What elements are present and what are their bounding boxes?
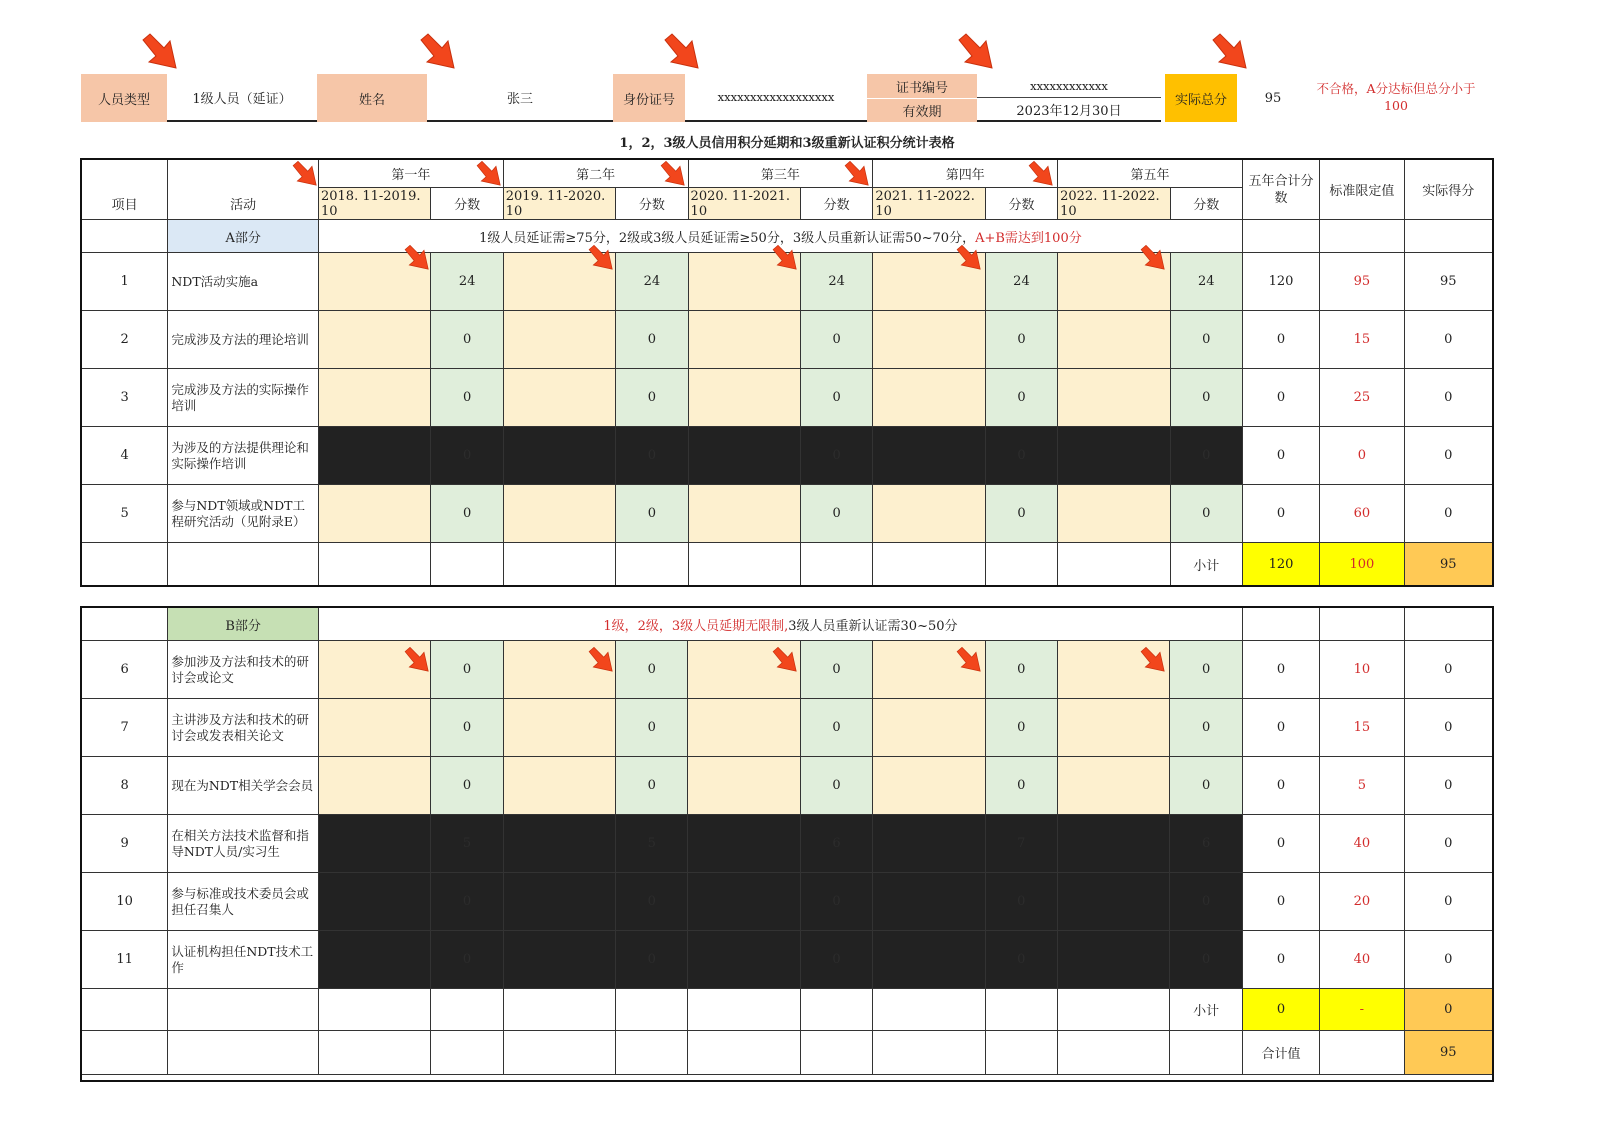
empty-cell	[800, 1031, 872, 1075]
activity-input-cell[interactable]	[318, 757, 430, 815]
five-year-total-header: 五年合计分数	[1242, 160, 1319, 220]
score-cell: 0	[1170, 641, 1242, 699]
empty-cell	[1320, 220, 1404, 253]
part-b-note	[318, 608, 1242, 641]
item-number: 1	[82, 253, 168, 311]
score-cell: 0	[616, 699, 688, 757]
part-a-table	[81, 159, 1493, 586]
activity-input-cell[interactable]	[688, 311, 800, 369]
blocked-score-cell: 0	[431, 427, 503, 485]
empty-cell	[873, 989, 985, 1031]
score-cell: 24	[801, 253, 873, 311]
subtotal-limit: -	[1320, 989, 1404, 1031]
id-label: 身份证号	[613, 74, 685, 122]
empty-cell	[1242, 608, 1319, 641]
blocked-score-cell: 6	[800, 815, 872, 873]
table-row	[82, 815, 1493, 873]
year-header: 第四年	[873, 160, 1058, 188]
five-year-total: 0	[1242, 485, 1319, 543]
blocked-input-cell	[503, 873, 615, 931]
empty-cell	[688, 989, 800, 1031]
score-cell: 0	[616, 369, 688, 427]
activity-input-cell[interactable]	[503, 699, 615, 757]
period-cell: 2018. 11-2019. 10	[318, 188, 430, 220]
item-number: 8	[82, 757, 168, 815]
empty-cell	[1320, 1031, 1404, 1075]
arrow-icon	[1139, 646, 1167, 674]
score-cell: 0	[1170, 311, 1242, 369]
period-cell: 2020. 11-2021. 10	[688, 188, 800, 220]
activity-name: 参加涉及方法和技术的研讨会或论文	[168, 641, 319, 699]
limit-value: 5	[1320, 757, 1404, 815]
id-value[interactable]: xxxxxxxxxxxxxxxxxx	[685, 74, 867, 122]
activity-input-cell[interactable]	[688, 757, 800, 815]
arrow-icon	[291, 160, 319, 188]
arrow-icon	[955, 244, 983, 272]
blocked-input-cell	[318, 931, 430, 989]
actual-score: 0	[1404, 931, 1492, 989]
empty-cell	[318, 543, 430, 586]
blocked-input-cell	[873, 815, 985, 873]
part-a-note-highlight: A+B需达到100分	[975, 230, 1082, 246]
blocked-input-cell	[318, 427, 430, 485]
arrow-icon	[587, 646, 615, 674]
empty-cell	[616, 543, 688, 586]
blocked-input-cell	[318, 873, 430, 931]
score-cell: 0	[800, 699, 872, 757]
activity-input-cell[interactable]	[873, 369, 985, 427]
person-type-label: 人员类型	[81, 74, 167, 122]
blocked-input-cell	[503, 931, 615, 989]
blocked-input-cell	[688, 427, 800, 485]
blocked-score-cell: 5	[431, 815, 503, 873]
header-cell	[82, 160, 168, 188]
blocked-score-cell: 0	[800, 931, 872, 989]
validity-label: 有效期	[867, 98, 977, 122]
blocked-input-cell	[873, 873, 985, 931]
part-b-rows	[82, 641, 1493, 989]
table-row	[82, 311, 1493, 369]
arrow-icon	[403, 244, 431, 272]
score-cell: 0	[431, 699, 503, 757]
blocked-score-cell: 0	[616, 873, 688, 931]
score-header: 分数	[616, 188, 688, 220]
activity-input-cell[interactable]	[873, 311, 985, 369]
arrow-icon	[587, 244, 615, 272]
activity-name: NDT活动实施a	[168, 253, 319, 311]
actual-score: 0	[1404, 641, 1492, 699]
activity-input-cell[interactable]	[503, 757, 615, 815]
empty-cell	[1404, 608, 1492, 641]
arrow-icon	[843, 160, 871, 188]
limit-value: 0	[1320, 427, 1404, 485]
part-b-label: B部分	[168, 608, 319, 641]
five-year-total: 0	[1242, 873, 1319, 931]
table-row	[82, 427, 1493, 485]
activity-name: 现在为NDT相关学会会员	[168, 757, 319, 815]
five-year-total: 120	[1242, 253, 1319, 311]
blocked-input-cell	[1058, 427, 1170, 485]
blocked-input-cell	[318, 815, 430, 873]
part-a-rows	[82, 253, 1493, 543]
empty-cell	[82, 1031, 168, 1075]
actual-score: 0	[1404, 369, 1492, 427]
item-number: 6	[82, 641, 168, 699]
cert-no-label: 证书编号	[867, 74, 977, 98]
activity-name: 主讲涉及方法和技术的研讨会或发表相关论文	[168, 699, 319, 757]
score-header: 分数	[985, 188, 1057, 220]
activity-input-cell[interactable]	[688, 699, 800, 757]
page-title: 1，2，3级人员信用积分延期和3级重新认证积分统计表格	[619, 136, 955, 151]
score-cell: 0	[985, 699, 1057, 757]
blocked-score-cell: 0	[1170, 873, 1242, 931]
empty-cell	[318, 1031, 430, 1075]
empty-cell	[985, 989, 1057, 1031]
blocked-input-cell	[688, 815, 800, 873]
limit-value: 95	[1320, 253, 1404, 311]
score-cell: 0	[431, 311, 503, 369]
empty-cell	[1170, 1031, 1242, 1075]
score-cell: 0	[616, 311, 688, 369]
arrow-icon	[771, 244, 799, 272]
activity-input-cell[interactable]	[1058, 369, 1170, 427]
item-number: 4	[82, 427, 168, 485]
item-number: 2	[82, 311, 168, 369]
empty-cell	[985, 1031, 1057, 1075]
empty-cell	[616, 989, 688, 1031]
arrow-icon	[1027, 160, 1055, 188]
score-cell: 0	[801, 311, 873, 369]
activity-input-cell[interactable]	[503, 311, 615, 369]
empty-cell	[431, 1031, 503, 1075]
blocked-score-cell: 0	[431, 873, 503, 931]
subtotal-total: 0	[1242, 989, 1319, 1031]
arrow-icon	[771, 646, 799, 674]
blocked-score-cell: 0	[431, 931, 503, 989]
activity-name: 在相关方法技术监督和指导NDT人员/实习生	[168, 815, 319, 873]
limit-value: 15	[1320, 699, 1404, 757]
grand-total-label: 合计值	[1242, 1031, 1319, 1075]
empty-cell	[800, 989, 872, 1031]
cert-no-value[interactable]: xxxxxxxxxxxx	[977, 74, 1161, 98]
five-year-total: 0	[1242, 311, 1319, 369]
part-b-note-highlight: 1级，2级，3级人员延期无限制,	[603, 618, 789, 634]
arrow-icon	[955, 646, 983, 674]
item-number: 10	[82, 873, 168, 931]
five-year-total: 0	[1242, 931, 1319, 989]
blocked-score-cell: 0	[1170, 931, 1242, 989]
activity-input-cell[interactable]	[688, 485, 800, 543]
blocked-input-cell	[1057, 873, 1169, 931]
table-row	[82, 873, 1493, 931]
empty-cell	[1242, 220, 1319, 253]
score-cell: 0	[985, 369, 1057, 427]
blocked-input-cell	[688, 931, 800, 989]
empty-cell	[431, 989, 503, 1031]
score-cell: 24	[1170, 253, 1242, 311]
item-number: 7	[82, 699, 168, 757]
limit-value: 20	[1320, 873, 1404, 931]
activity-input-cell[interactable]	[873, 699, 985, 757]
total-value: 95	[1264, 90, 1282, 106]
activity-name: 参与NDT领域或NDT工程研究活动（见附录E）	[168, 485, 319, 543]
limit-header: 标准限定值	[1320, 160, 1404, 220]
table-row	[82, 369, 1493, 427]
year-header: 第二年	[503, 160, 688, 188]
period-cell: 2022. 11-2022. 10	[1058, 188, 1170, 220]
actual-score: 0	[1404, 427, 1492, 485]
five-year-total: 0	[1242, 699, 1319, 757]
score-cell: 0	[1170, 369, 1242, 427]
score-cell: 0	[800, 641, 872, 699]
total-label: 实际总分	[1165, 74, 1237, 122]
score-cell: 24	[431, 253, 503, 311]
activity-name: 完成涉及方法的实际操作培训	[168, 369, 319, 427]
five-year-total: 0	[1242, 641, 1319, 699]
table-row	[82, 757, 1493, 815]
blocked-input-cell	[873, 931, 985, 989]
empty-cell	[1058, 543, 1170, 586]
empty-cell	[503, 1031, 615, 1075]
empty-cell	[688, 543, 800, 586]
score-cell: 0	[985, 485, 1057, 543]
empty-cell	[431, 543, 503, 586]
blocked-score-cell: 0	[985, 873, 1057, 931]
item-number: 11	[82, 931, 168, 989]
table-row	[82, 699, 1493, 757]
actual-score: 0	[1404, 873, 1492, 931]
period-cell: 2019. 11-2020. 10	[503, 188, 615, 220]
year-header: 第五年	[1058, 160, 1243, 188]
empty-cell	[1057, 1031, 1169, 1075]
score-cell: 24	[985, 253, 1057, 311]
five-year-total: 0	[1242, 757, 1319, 815]
empty-cell	[82, 608, 168, 641]
activity-input-cell[interactable]	[503, 369, 615, 427]
score-cell: 0	[985, 641, 1057, 699]
score-cell: 0	[1170, 485, 1242, 543]
empty-cell	[82, 220, 168, 253]
empty-cell	[82, 989, 168, 1031]
activity-input-cell[interactable]	[1058, 485, 1170, 543]
empty-cell	[168, 543, 319, 586]
arrow-icon	[140, 32, 180, 72]
score-header: 分数	[431, 188, 503, 220]
item-number: 9	[82, 815, 168, 873]
subtotal-actual: 0	[1404, 989, 1492, 1031]
year-header: 第一年	[318, 160, 503, 188]
score-header: 分数	[1170, 188, 1242, 220]
empty-cell	[688, 1031, 800, 1075]
activity-input-cell[interactable]	[318, 311, 430, 369]
score-header: 分数	[801, 188, 873, 220]
limit-value: 40	[1320, 815, 1404, 873]
part-b-note-text: 3级人员重新认证需30~50分	[788, 618, 958, 634]
item-number: 5	[82, 485, 168, 543]
grand-total-value: 95	[1404, 1031, 1492, 1075]
subtotal-total: 120	[1242, 543, 1319, 586]
empty-cell	[1320, 608, 1404, 641]
activity-name: 认证机构担任NDT技术工作	[168, 931, 319, 989]
subtotal-actual: 95	[1404, 543, 1492, 586]
empty-cell	[873, 543, 985, 586]
limit-value: 60	[1320, 485, 1404, 543]
part-a-note-text: 1级人员延证需≥75分，2级或3级人员延证需≥50分，3级人员重新认证需50~70分，	[479, 230, 976, 246]
item-number: 3	[82, 369, 168, 427]
year-header: 第三年	[688, 160, 873, 188]
subtotal-label: 小计	[1170, 543, 1242, 586]
activity-input-cell[interactable]	[688, 369, 800, 427]
arrow-icon	[659, 160, 687, 188]
part-b-table	[81, 607, 1493, 1075]
score-cell: 0	[801, 369, 873, 427]
limit-value: 10	[1320, 641, 1404, 699]
blocked-input-cell	[503, 815, 615, 873]
blocked-input-cell	[1057, 931, 1169, 989]
score-cell: 0	[985, 757, 1057, 815]
activity-input-cell[interactable]	[1057, 757, 1169, 815]
empty-cell	[801, 543, 873, 586]
arrow-icon	[662, 32, 702, 72]
activity-header: 活动	[168, 188, 319, 220]
blocked-input-cell	[873, 427, 985, 485]
activity-input-cell[interactable]	[318, 369, 430, 427]
arrow-icon	[956, 32, 996, 72]
activity-input-cell[interactable]	[873, 485, 985, 543]
blocked-input-cell	[1057, 815, 1169, 873]
activity-name: 完成涉及方法的理论培训	[168, 311, 319, 369]
empty-cell	[318, 989, 430, 1031]
score-cell: 0	[616, 485, 688, 543]
activity-input-cell[interactable]	[318, 699, 430, 757]
empty-cell	[503, 543, 615, 586]
arrow-icon	[475, 160, 503, 188]
person-type-value[interactable]: 1级人员（延证）	[167, 74, 317, 122]
arrow-icon	[1139, 244, 1167, 272]
blocked-score-cell: 7	[985, 815, 1057, 873]
limit-value: 15	[1320, 311, 1404, 369]
empty-cell	[1057, 989, 1169, 1031]
empty-cell	[503, 989, 615, 1031]
score-cell: 24	[616, 253, 688, 311]
score-cell: 0	[800, 757, 872, 815]
actual-score: 0	[1404, 815, 1492, 873]
score-cell: 0	[431, 369, 503, 427]
activity-input-cell[interactable]	[1058, 311, 1170, 369]
actual-score: 95	[1404, 253, 1492, 311]
activity-input-cell[interactable]	[503, 485, 615, 543]
blocked-score-cell: 0	[800, 873, 872, 931]
actual-score: 0	[1404, 311, 1492, 369]
score-cell: 0	[801, 485, 873, 543]
five-year-total: 0	[1242, 369, 1319, 427]
limit-value: 40	[1320, 931, 1404, 989]
blocked-score-cell: 6	[1170, 815, 1242, 873]
activity-input-cell[interactable]	[1057, 699, 1169, 757]
name-label: 姓名	[317, 74, 427, 122]
blocked-score-cell: 0	[616, 931, 688, 989]
activity-name: 为涉及的方法提供理论和实际操作培训	[168, 427, 319, 485]
arrow-icon	[418, 32, 458, 72]
name-value[interactable]: 张三	[427, 74, 613, 122]
arrow-icon	[403, 646, 431, 674]
blocked-input-cell	[688, 873, 800, 931]
score-cell: 0	[431, 485, 503, 543]
activity-input-cell[interactable]	[873, 757, 985, 815]
score-cell: 0	[616, 641, 688, 699]
blocked-score-cell: 0	[1170, 427, 1242, 485]
part-a-label: A部分	[168, 220, 319, 253]
blocked-score-cell: 0	[985, 427, 1057, 485]
five-year-total: 0	[1242, 427, 1319, 485]
empty-cell	[82, 543, 168, 586]
empty-cell	[616, 1031, 688, 1075]
subtotal-limit: 100	[1320, 543, 1404, 586]
empty-cell	[873, 1031, 985, 1075]
blocked-score-cell: 0	[801, 427, 873, 485]
limit-value: 25	[1320, 369, 1404, 427]
blocked-input-cell	[503, 427, 615, 485]
empty-cell	[1404, 220, 1492, 253]
empty-cell	[168, 989, 319, 1031]
score-cell: 0	[1170, 757, 1242, 815]
activity-name: 参与标准或技术委员会或担任召集人	[168, 873, 319, 931]
arrow-icon	[1210, 32, 1250, 72]
five-year-total: 0	[1242, 815, 1319, 873]
table-row	[82, 931, 1493, 989]
empty-cell	[985, 543, 1057, 586]
actual-score: 0	[1404, 699, 1492, 757]
table-row	[82, 485, 1493, 543]
item-header: 项目	[82, 188, 168, 220]
activity-input-cell[interactable]	[318, 485, 430, 543]
blocked-score-cell: 5	[616, 815, 688, 873]
actual-score: 0	[1404, 757, 1492, 815]
blocked-score-cell: 0	[985, 931, 1057, 989]
score-cell: 0	[1170, 699, 1242, 757]
validity-value[interactable]: 2023年12月30日	[977, 98, 1161, 122]
score-cell: 0	[616, 757, 688, 815]
blocked-score-cell: 0	[616, 427, 688, 485]
period-cell: 2021. 11-2022. 10	[873, 188, 985, 220]
score-cell: 0	[985, 311, 1057, 369]
result-note: 不合格，A分达标但总分小于100	[1316, 81, 1476, 113]
subtotal-label: 小计	[1170, 989, 1242, 1031]
actual-score: 0	[1404, 485, 1492, 543]
actual-header: 实际得分	[1404, 160, 1492, 220]
score-cell: 0	[431, 641, 503, 699]
empty-cell	[168, 1031, 319, 1075]
score-cell: 0	[431, 757, 503, 815]
